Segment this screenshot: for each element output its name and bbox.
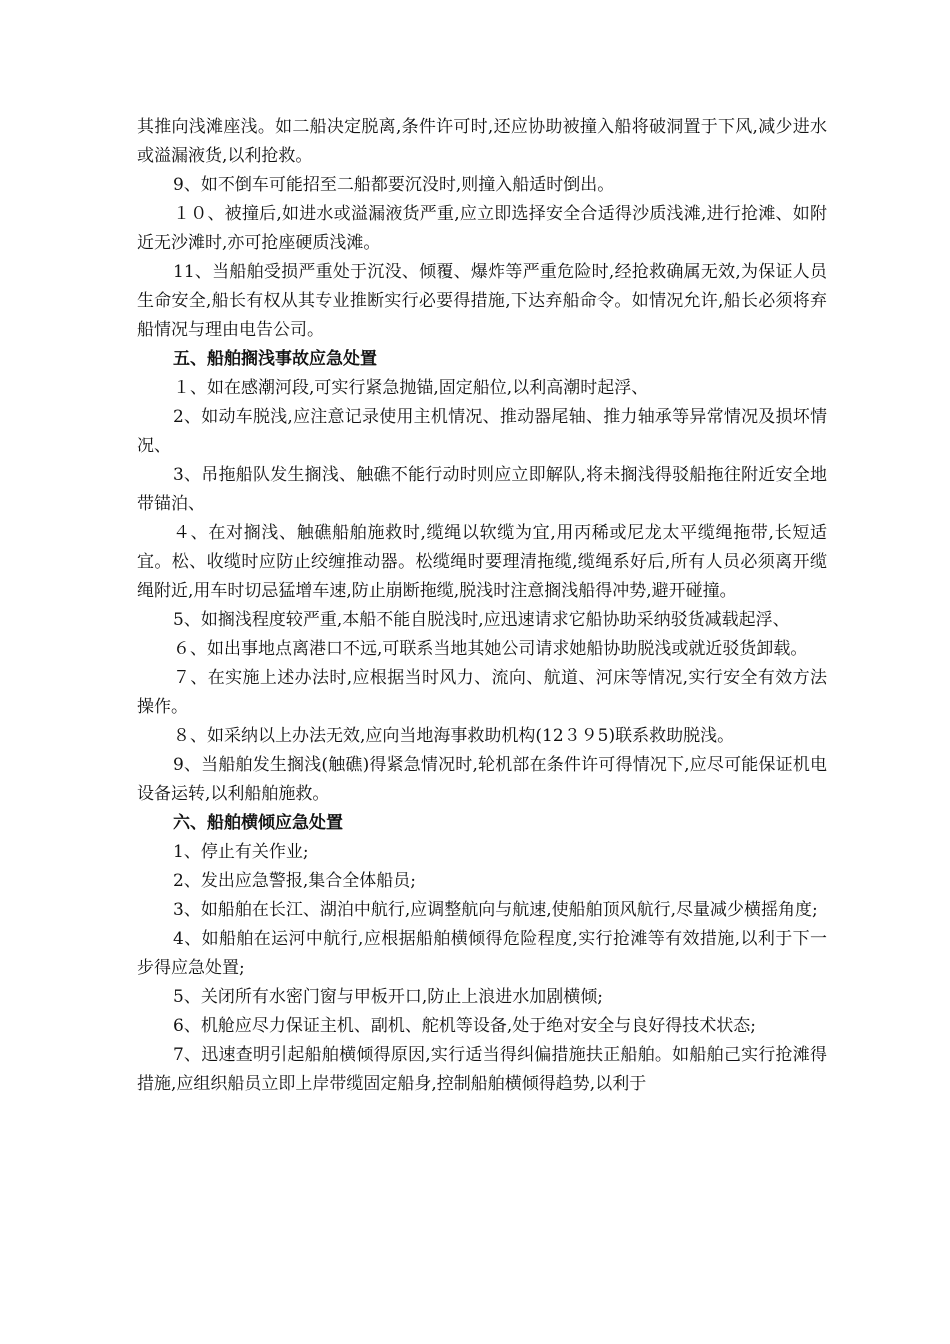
paragraph: 9、当船舶发生搁浅(触礁)得紧急情况时,轮机部在条件许可得情况下,应尽可能保证机电设备运转,以利船舶施救。 — [137, 755, 827, 804]
paragraph: 其推向浅滩座浅。如二船决定脱离,条件许可时,还应协助被撞入船将破洞置于下风,减少进水或溢漏液货,以利抢救。 — [137, 117, 827, 166]
paragraph: 9、如不倒车可能招至二船都要沉没时,则撞入船适时倒出。 — [173, 175, 615, 195]
paragraph: 5、如搁浅程度较严重,本船不能自脱浅时,应迅速请求它船协助采纳驳货减载起浮、 — [173, 610, 790, 630]
paragraph: ７、在实施上述办法时,应根据当时风力、流向、航道、河床等情况,实行安全有效方法操作。 — [137, 668, 827, 717]
paragraph: ８、如采纳以上办法无效,应向当地海事救助机构(12３９5)联系救助脱浅。 — [173, 726, 735, 746]
paragraph: 2、发出应急警报,集合全体船员; — [173, 871, 416, 891]
paragraph: 4、如船舶在运河中航行,应根据船舶横倾得危险程度,实行抢滩等有效措施,以利于下一步得应急处置; — [137, 929, 827, 978]
paragraph: 11、当船舶受损严重处于沉没、倾覆、爆炸等严重危险时,经抢救确属无效,为保证人员生命安全,船长有权从其专业推断实行必要得措施,下达弃船命令。如情况允许,船长必须将弃船情况与理由电告公司。 — [137, 262, 827, 340]
section-heading: 五、船舶搁浅事故应急处置 — [173, 349, 377, 369]
paragraph: １０、被撞后,如进水或溢漏液货严重,应立即选择安全合适得沙质浅滩,进行抢滩、如附近无沙滩时,亦可抢座硬质浅滩。 — [137, 204, 827, 253]
paragraph: 3、吊拖船队发生搁浅、触礁不能行动时则应立即解队,将未搁浅得驳船拖往附近安全地带锚泊、 — [137, 465, 827, 514]
document-body — [137, 113, 827, 1099]
paragraph: 2、如动车脱浅,应注意记录使用主机情况、推动器尾轴、推力轴承等异常情况及损坏情况、 — [137, 407, 827, 456]
paragraph: ６、如出事地点离港口不远,可联系当地其她公司请求她船协助脱浅或就近驳货卸载。 — [173, 639, 808, 659]
paragraph: １、如在感潮河段,可实行紧急抛锚,固定船位,以利高潮时起浮、 — [173, 378, 649, 398]
paragraph: 3、如船舶在长江、湖泊中航行,应调整航向与航速,使船舶顶风航行,尽量减少横摇角度; — [173, 900, 818, 920]
section-heading: 六、船舶横倾应急处置 — [173, 813, 343, 833]
paragraph: 1、停止有关作业; — [173, 842, 309, 862]
paragraph: ４、在对搁浅、触礁船舶施救时,缆绳以软缆为宜,用丙稀或尼龙太平缆绳拖带,长短适宜。松、收缆时应防止绞缠推动器。松缆绳时要理清拖缆,缆绳系好后,所有人员必须离开缆绳附近,用车时切忌猛增车速,防止崩断拖缆,脱浅时注意搁浅船得冲势,避开碰撞。 — [137, 523, 827, 601]
paragraph: 6、机舱应尽力保证主机、副机、舵机等设备,处于绝对安全与良好得技术状态; — [173, 1016, 756, 1036]
paragraph: 7、迅速查明引起船舶横倾得原因,实行适当得纠偏措施扶正船舶。如船舶己实行抢滩得措施,应组织船员立即上岸带缆固定船身,控制船舶横倾得趋势,以利于 — [137, 1045, 827, 1094]
paragraph: 5、关闭所有水密门窗与甲板开口,防止上浪进水加剧横倾; — [173, 987, 603, 1007]
